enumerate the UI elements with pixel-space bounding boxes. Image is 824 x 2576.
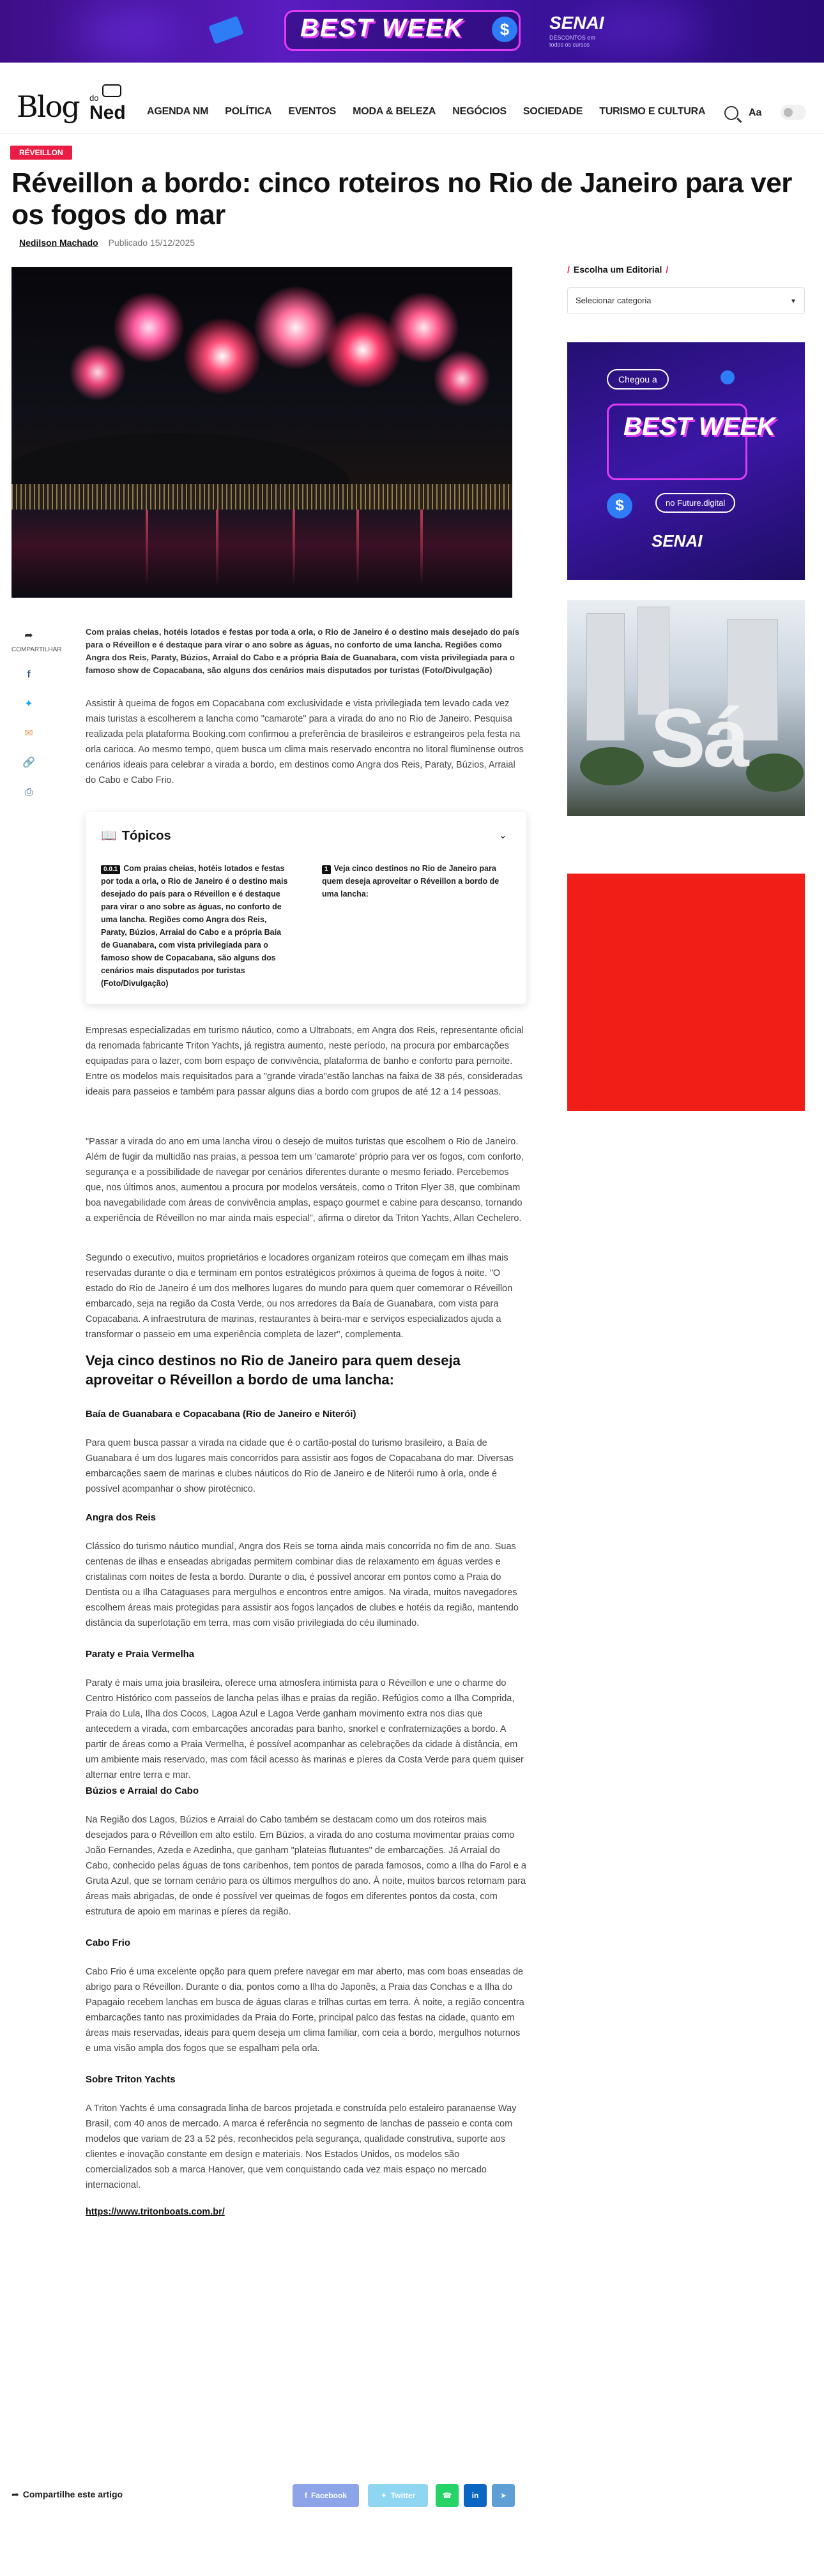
whatsapp-icon[interactable]: ☎	[436, 2484, 459, 2507]
theme-toggle-icon[interactable]	[781, 105, 806, 120]
page-title: Réveillon a bordo: cinco roteiros no Rio de Janeiro para ver os fogos do mar	[11, 167, 792, 231]
real-estate-ad[interactable]	[567, 600, 805, 816]
logo-ned: Ned	[89, 102, 126, 123]
article-paragraph: Na Região dos Lagos, Búzios e Arraial do Cabo também se destacam como um dos roteiros mais desejados para o Réveillon em alto estilo. Em Búzios, a virada do ano costuma movimentar praias como João Fernandes, Azeda e Azedinha, que ganham "plateias flutuantes" de embarcações. Já Arraial do Cabo, conhecido pelas águas de tons caribenhos, tem pontos de parada famosos, como a Ilha do Farol e a Gruta Azul, que se tornam cenário para os últimos mergulhos do ano. À noite, muitos barcos retornam para áreas mais abrigadas, de onde é possível ver queimas de fogos em diferentes pontos da costa, com estrutura de apoio em marinas e píeres da região.	[86, 1815, 526, 1917]
nav-item-turismo-cultura[interactable]: TURISMO E CULTURA	[599, 106, 706, 117]
firework	[184, 318, 261, 395]
share-icon: ➦	[11, 2489, 19, 2499]
banner-brand-sub: DESCONTOS em todos os cursos	[549, 34, 595, 48]
firework	[388, 292, 459, 363]
nav-item-negocios[interactable]: NEGÓCIOS	[452, 106, 507, 117]
article-paragraph: Cabo Frio é uma excelente opção para quem prefere navegar em mar aberto, mas com boas enseadas de abrigo para o Réveillon. Durante o dia, pontos como a Ilha do Japonês, a Praia das Conchas e a Ilha do Papagaio recebem lanchas em busca de águas claras e trilhas curtas em terra. À noite, a região concentra embarcações tanto nas proximidades da Praia do Forte, principal palco das festas na cidade, quanto em áreas mais reservadas, ideais para quem deseja um clima familiar, com ceia a bordo, mergulhos noturnos e uma visão ampla dos fogos que se espalham pela orla.	[86, 1967, 524, 2054]
banner-brand: SENAI	[549, 13, 604, 33]
share-sidebar	[11, 628, 62, 800]
ticket-icon	[208, 16, 243, 45]
article-paragraph: Paraty é mais uma joia brasileira, oferece uma atmosfera intimista para o Réveillon e une o charme do Centro Histórico com passeios de lancha pelas ilhas e praias da região. Refúgios como a Ilha Comprida, Praia do Lula, Ilha dos Cocos, Lagoa Azul e Lagoa Verde ganham movimento extra nos dias que antecedem a virada, com embarcações ancoradas para banho, snorkel e confraternizações a bordo. A partir de áreas como a Praia Vermelha, é possível acompanhar as celebrações da cidade à distância, em um ambiente mais reservado, mas com fácil acesso às marinas e píeres da Costa Verde para quem quiser alternar entre terra e mar.	[86, 1678, 524, 1780]
nav-item-agenda[interactable]: AGENDA NM	[147, 106, 209, 117]
book-icon: 📖	[101, 829, 117, 843]
nav-item-sociedade[interactable]: SOCIEDADE	[523, 106, 583, 117]
site-logo[interactable]: Blog	[17, 89, 79, 124]
article-intro: Assistir à queima de fogos em Copacabana com exclusividade e vista privilegiada tem levado cada vez mais turistas a escolherem a lancha como "camarote" para a virada do ano no Rio de Janeiro. Pesquisa realizada pela plataforma Booking.com confirmou a preferência de brasileiros e estrangeiros pela festa na orla carioca. Ao mesmo tempo, quem busca um clima mais reservado encontra no litoral fluminense outros cenários ideais para celebrar a virada a bordo, em destinos como Angra dos Reis, Paraty, Búzios, Arraial do Cabo e Cabo Frio.	[86, 699, 524, 785]
facebook-icon: f	[304, 2491, 307, 2500]
firework	[433, 350, 491, 407]
subsection-title: Angra dos Reis	[86, 1512, 156, 1523]
facebook-share-button[interactable]: f Facebook	[293, 2484, 359, 2507]
category-select[interactable]: Selecionar categoria ▾	[567, 287, 805, 314]
ad-tree	[580, 747, 644, 785]
article-meta	[19, 238, 195, 248]
top-promo-banner[interactable]	[0, 0, 824, 63]
hero-water	[11, 510, 512, 598]
hero-reflection	[146, 510, 148, 586]
subsection-title: Búzios e Arraial do Cabo	[86, 1785, 199, 1796]
telegram-icon[interactable]: ➤	[492, 2484, 515, 2507]
firework	[69, 344, 126, 401]
hero-image	[11, 267, 512, 598]
red-ad-placeholder[interactable]	[567, 874, 805, 1111]
ad-building	[586, 613, 625, 741]
share-icon: ➦	[24, 630, 33, 641]
twitter-share-button[interactable]: ✦ Twitter	[368, 2484, 428, 2507]
hero-reflection	[216, 510, 218, 586]
chevron-down-icon[interactable]: ⌄	[498, 830, 507, 841]
share-label: COMPARTILHAR	[11, 646, 62, 653]
toc-heading[interactable]: 📖 Tópicos	[101, 829, 171, 843]
editorial-title: / Escolha um Editorial /	[567, 264, 669, 275]
bar-marker: /	[567, 264, 570, 275]
category-badge[interactable]: RÉVEILLON	[10, 146, 72, 160]
print-icon[interactable]: ⎙	[24, 787, 33, 798]
ad-future: no Future.digital	[655, 493, 735, 513]
article-paragraph: "Passar a virada do ano em uma lancha virou o desejo de muitos turistas que escolhem o Rio de Janeiro. Além de fugir da multidão nas praias, a pessoa tem um 'camarote' próprio para ver os fogos, com conforto, segurança e a possibilidade de navegar por cenários diferentes durante o mesmo feriado. Percebemos que, nos últimos anos, aumentou a procura por modelos versáteis, como o Triton Flyer 38, que combinam boa navegabilidade com áreas de convivência amplas, espaço gourmet e cabine para descanso, tornando a experiência de Réveillon no mar ainda mais especial", afirma o diretor da Triton Yachts, Allan Cechelero.	[86, 1137, 524, 1224]
linkedin-icon[interactable]: in	[464, 2484, 487, 2507]
article-paragraph: Empresas especializadas em turismo náutico, como a Ultraboats, em Angra dos Reis, representante oficial da renomada fabricante Triton Yachts, já registra aumento, neste período, na procura por embarcações equipadas para o lazer, com bom espaço de convivência, plataforma de banho e conforto para pernoite. Entre os modelos mais requisitados para a "grande virada"estão lanchas na faixa de 38 pés, consideradas ideais para passeios e também para passar alguns dias a bordo com grupos de até 12 a 14 pessoas.	[86, 1026, 524, 1097]
toc-item[interactable]: 1 Veja cinco destinos no Rio de Janeiro para quem deseja aproveitar o Réveillon a bordo de uma lancha:	[322, 864, 500, 898]
nav-item-moda-beleza[interactable]: MODA & BELEZA	[353, 106, 436, 117]
logo-do: do	[89, 93, 99, 103]
publish-date: Publicado 15/12/2025	[108, 238, 195, 248]
article-paragraph: Segundo o executivo, muitos proprietários e locadores organizam roteiros que começam em ilhas mais reservadas durante o dia e terminam em pontos estratégicos próximos à queima de fogos à noite. "O estado do Rio de Janeiro é um dos melhores lugares do mundo para quem quer comemorar o Réveillon embarcado, seja na região da Costa Verde, ou nos arredores da Baía de Guanabara, com vista para Copacabana. A infraestrutura de marinas, restaurantes à beira-mar e serviços especializados ajuda a transformar o passeio em uma experiência completa de lazer", complementa.	[86, 1253, 513, 1340]
subsection-title: Paraty e Praia Vermelha	[86, 1649, 195, 1660]
ad-photo-text: Sá	[650, 691, 747, 784]
section-heading: Veja cinco destinos no Rio de Janeiro para quem deseja aproveitar o Réveillon a bordo de uma lancha:	[86, 1352, 461, 1388]
subsection-title: Cabo Frio	[86, 1937, 130, 1948]
facebook-icon[interactable]: f	[27, 669, 31, 680]
hero-city-lights	[11, 484, 512, 510]
twitter-icon: ✦	[380, 2491, 387, 2500]
hero-reflection	[293, 510, 295, 586]
hero-reflection	[356, 510, 359, 586]
table-of-contents	[86, 812, 526, 1004]
banner-headline: BEST WEEK	[300, 14, 464, 42]
main-nav	[147, 106, 705, 117]
search-icon[interactable]	[724, 106, 738, 120]
nav-item-politica[interactable]: POLÍTICA	[225, 106, 272, 117]
chat-bubble-icon	[102, 84, 121, 97]
author-link[interactable]: Nedilson Machado	[19, 238, 98, 248]
best-week-ad[interactable]	[567, 342, 805, 580]
triton-link[interactable]: https://www.tritonboats.com.br/	[86, 2207, 225, 2217]
chevron-down-icon: ▾	[791, 296, 795, 305]
share-bar	[11, 2478, 526, 2510]
firework	[114, 292, 184, 363]
ad-headline: BEST WEEK	[623, 413, 775, 441]
article-paragraph: Clássico do turismo náutico mundial, Angra dos Reis se torna ainda mais concorrida no fim de ano. Suas centenas de ilhas e enseadas abrigadas permitem combinar dias de relaxamento em águas verdes e cristalinas com noites de festa a bordo. Durante o dia, é possível ancorar em pontos como a Praia do Dentista ou a Ilha Cataguases para mergulhos e encontros entre amigos. Na virada, muitos navegadores escolhem áreas mais protegidas para assistir aos fogos lançados de clubes e hotéis da região, mantendo distância da superlotação em terra, mas com visão privilegiada do céu iluminado.	[86, 1542, 519, 1628]
toc-item[interactable]: 0.0.1 Com praias cheias, hotéis lotados e festas por toda a orla, o Rio de Janeiro é o destino mais desejado do país para o Réveillon e é destaque para virar o ano sobre as águas, no conforto de uma lancha. Regiões como Angra dos Reis, Paraty, Búzios, Arraial do Cabo e a própria Baía de Guanabara, com vista privilegiada para o famoso show de Copacabana, são alguns dos cenários mais disputados por turistas (Foto/Divulgação)	[101, 864, 288, 988]
ad-chip: Chegou a	[607, 369, 669, 390]
image-caption: Com praias cheias, hotéis lotados e festas por toda a orla, o Rio de Janeiro é o destino mais desejado do país para o Réveillon e é destaque para virar o ano sobre as águas, no conforto de uma lancha. Regiões como Angra dos Reis, Paraty, Búzios, Arraial do Cabo e a própria Baía de Guanabara, com vista privilegiada para o famoso show de Copacabana, são alguns dos cenários mais disputados por turistas (Foto/Divulgação)	[86, 627, 520, 675]
banner-glow	[77, 13, 179, 51]
dollar-icon: $	[492, 17, 517, 42]
ad-brand: SENAI	[652, 531, 703, 550]
copy-link-icon[interactable]: 🔗	[22, 757, 35, 768]
dollar-icon: $	[607, 493, 632, 519]
article-paragraph: A Triton Yachts é uma consagrada linha de barcos projetada e construída pelo estaleiro paranaense Way Brasil, com 40 anos de mercado. A marca é referência no segmento de lanchas de passeio e conta com modelos que variam de 23 a 52 pés, reconhecidos pela segurança, qualidade construtiva, suporte aos clientes e inovação constante em design e materiais. Nos Estados Unidos, os modelos são comercializados sob a marca Hanover, que vem conquistando cada vez mais espaço no mercado internacional.	[86, 2103, 517, 2190]
share-bar-label: ➦ Compartilhe este artigo	[11, 2489, 123, 2499]
subsection-title: Baía de Guanabara e Copacabana (Rio de Janeiro e Niterói)	[86, 1409, 356, 1420]
twitter-icon[interactable]: ✦	[24, 699, 33, 709]
email-icon[interactable]: ✉	[24, 728, 33, 739]
font-size-button[interactable]: Aa	[749, 107, 762, 118]
site-header	[0, 83, 824, 134]
ad-tree	[746, 754, 804, 792]
subsection-title: Sobre Triton Yachts	[86, 2074, 176, 2085]
bar-marker: /	[666, 264, 669, 275]
nav-item-eventos[interactable]: EVENTOS	[288, 106, 337, 117]
hero-reflection	[420, 510, 423, 586]
article-paragraph: Para quem busca passar a virada na cidade que é o cartão-postal do turismo brasileiro, a Baía de Guanabara é um dos lugares mais concorridos para assistir aos fogos de Copacabana do mar. Diversas embarcações saem de marinas e clubes náuticos do Rio de Janeiro e de Niterói rumo à orla, onde é possível acompanhar o show pirotécnico.	[86, 1438, 514, 1494]
bell-icon	[721, 370, 735, 384]
